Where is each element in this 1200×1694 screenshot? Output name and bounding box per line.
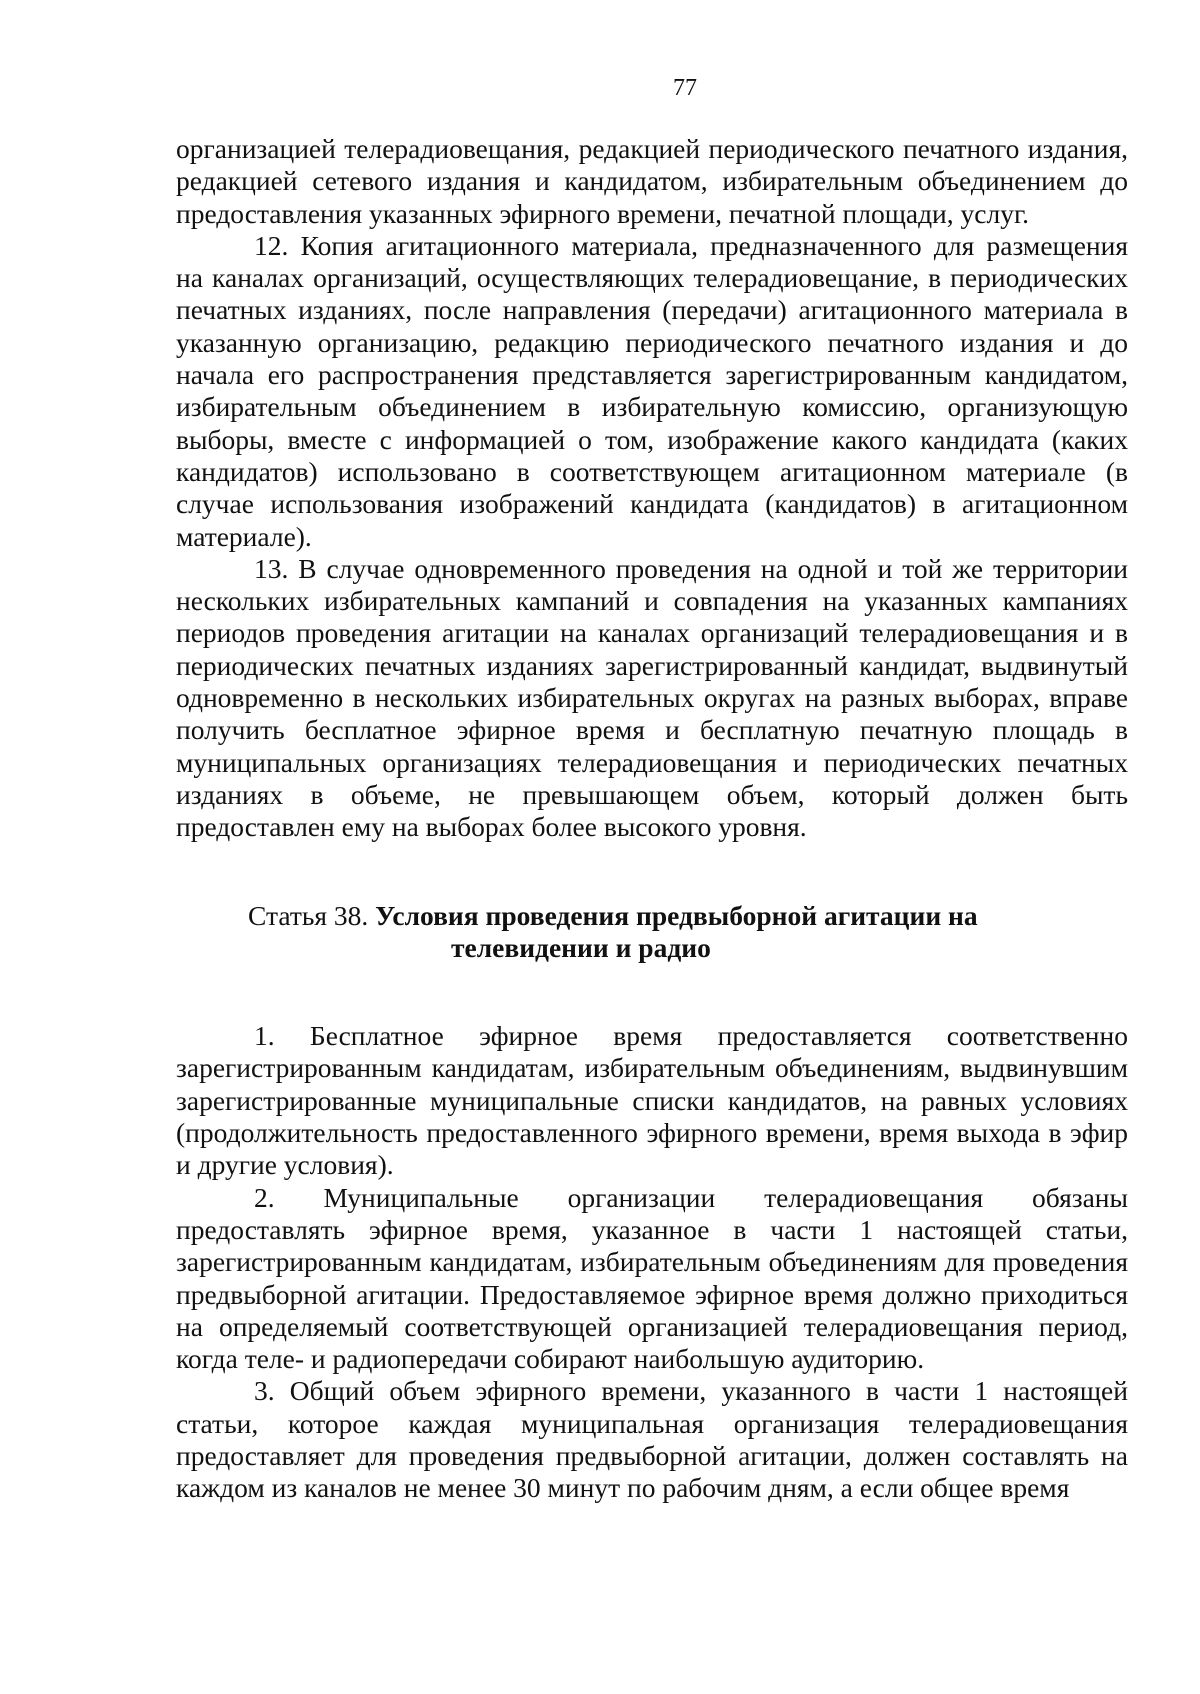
article-prefix: Статья 38. [248, 899, 376, 931]
document-body [176, 133, 1128, 1505]
article-38-paragraph-1: 1. Бесплатное эфирное время предоставляется соответственно зарегистрированным кандидатам, избирательным объединениям, выдвинувшим зарегистрированные муниципальные списки кандидатов, на равных условиях (продолжительность предоставленного эфирного времени, время выхода в эфир и другие условия). [176, 1020, 1128, 1181]
article-title-part1: Условия проведения предвыборной агитации на [375, 899, 978, 931]
page-number: 77 [673, 75, 697, 101]
paragraph-12: 12. Копия агитационного материала, предназначенного для размещения на каналах организаций, осуществляющих телерадиовещание, в периодических печатных изданиях, после направления (передачи) агитационного материала в указанную организацию, редакцию периодического печатного издания и до начала его распространения представляется зарегистрированным кандидатом, избирательным объединением в избирательную комиссию, организующую выборы, вместе с информацией о том, изображение какого кандидата (каких кандидатов) использовано в соответствующем агитационном материале (в случае использования изображений кандидата (кандидатов) в агитационном материале). [176, 229, 1128, 552]
article-heading [176, 900, 1128, 965]
article-38-paragraph-3: 3. Общий объем эфирного времени, указанного в части 1 настоящей статьи, которое каждая муниципальная организация телерадиовещания предоставляет для проведения предвыборной агитации, должен составлять на каждом из каналов не менее 30 минут по рабочим дням, а если общее время [176, 1375, 1128, 1504]
article-title-part2: телевидении и радио [451, 931, 711, 963]
paragraph-13: 13. В случае одновременного проведения на одной и той же территории нескольких избирательных кампаний и совпадения на указанных кампаниях периодов проведения агитации на каналах организаций телерадиовещания и в периодических печатных изданиях зарегистрированный кандидат, выдвинутый одновременно в нескольких избирательных округах на разных выборах, вправе получить бесплатное эфирное время и бесплатную печатную площадь в муниципальных организациях телерадиовещания и периодических печатных изданиях в объеме, не превышающем объем, который должен быть предоставлен ему на выборах более высокого уровня. [176, 552, 1128, 843]
paragraph-continuation: организацией телерадиовещания, редакцией периодического печатного издания, редакцией сетевого издания и кандидатом, избирательным объединением до предоставления указанных эфирного времени, печатной площади, услуг. [176, 133, 1128, 229]
article-38-paragraph-2: 2. Муниципальные организации телерадиовещания обязаны предоставлять эфирное время, указанное в части 1 настоящей статьи, зарегистрированным кандидатам, избирательным объединениям для проведения предвыборной агитации. Предоставляемое эфирное время должно приходиться на определяемый соответствующей организацией телерадиовещания период, когда теле- и радиопередачи собирают наибольшую аудиторию. [176, 1181, 1128, 1375]
article-heading-line1 [248, 900, 1128, 932]
